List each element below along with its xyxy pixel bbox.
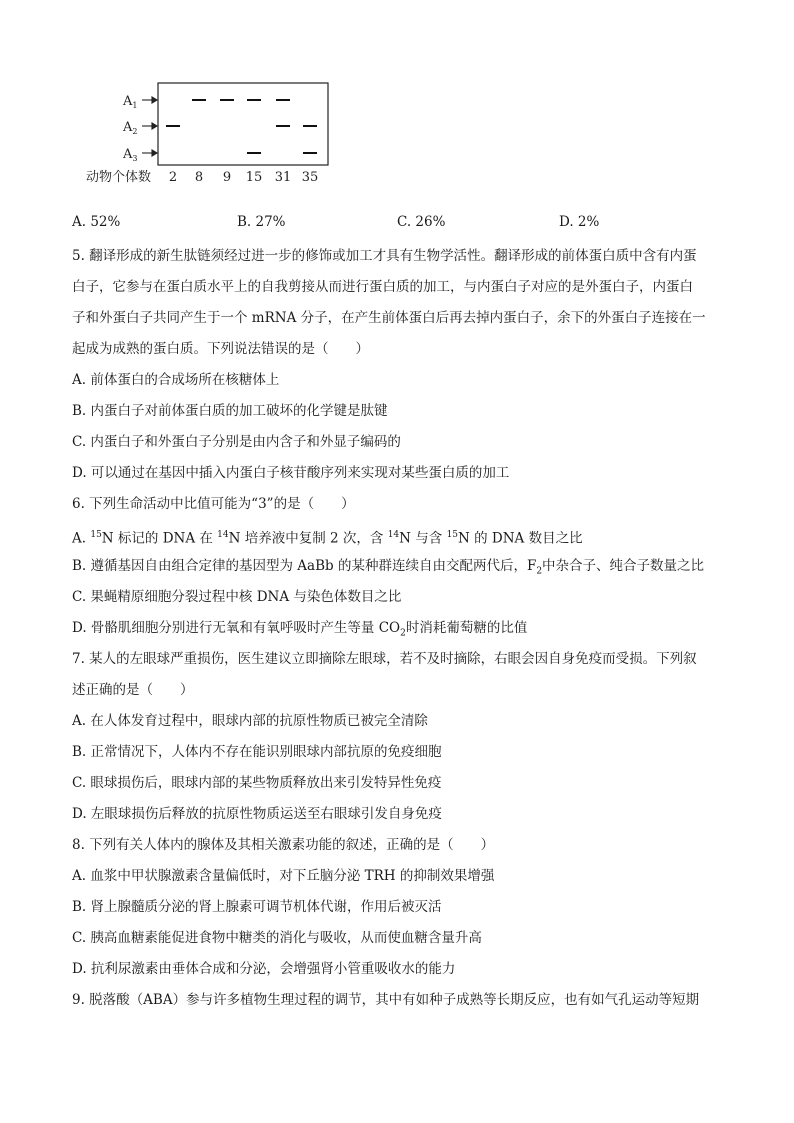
x-tick-label: 9 <box>222 170 232 185</box>
q5-stem-line-1: 5. 翻译形成的新生肽链须经过进一步的修饰或加工才具有生物学活性。翻译形成的前体蛋白质中含有内蛋 <box>72 248 697 264</box>
row-label-a2: $A_2$ <box>123 120 138 136</box>
row-label-a3: $A_3$ <box>123 147 138 163</box>
q4-option-b[interactable]: B. 27% <box>237 214 286 230</box>
q5-stem-line-2: 白子，它参与在蛋白质水平上的自我剪接从而进行蛋白质的加工，与内蛋白子对应的是外蛋白子，内蛋白 <box>72 279 693 295</box>
x-tick-label: 8 <box>194 170 204 185</box>
q9-stem-line-1: 9. 脱落酸（ABA）参与许多植物生理过程的调节，其中有如种子成熟等长期反应，也有如气孔运动等短期 <box>72 992 700 1008</box>
x-tick-label: 35 <box>301 170 319 185</box>
q5-option-b[interactable]: B. 内蛋白子对前体蛋白质的加工破坏的化学键是肽键 <box>72 403 388 419</box>
x-tick-label: 2 <box>168 170 178 185</box>
q4-option-a[interactable]: A. 52% <box>72 214 121 230</box>
gel-frame <box>158 83 328 165</box>
x-axis-label: 动物个体数 <box>86 170 152 185</box>
q7-option-c[interactable]: C. 眼球损伤后，眼球内部的某些物质释放出来引发特异性免疫 <box>72 775 442 791</box>
q4-option-d[interactable]: D. 2% <box>559 214 600 230</box>
q5-option-a[interactable]: A. 前体蛋白的合成场所在核糖体上 <box>72 372 280 388</box>
q5-stem-line-4: 起成为成熟的蛋白质。下列说法错误的是（ ） <box>72 341 369 357</box>
x-tick-label: 15 <box>245 170 263 185</box>
q7-stem-line-1: 7. 某人的左眼球严重损伤，医生建议立即摘除左眼球，若不及时摘除，右眼会因自身免疫而受损。下列叙 <box>72 651 697 667</box>
q8-option-b[interactable]: B. 肾上腺髓质分泌的肾上腺素可调节机体代谢，作用后被灭活 <box>72 899 442 915</box>
gel-bands <box>166 100 317 153</box>
q5-stem-line-3: 子和外蛋白子共同产生于一个 mRNA 分子，在产生前体蛋白后再去掉内蛋白子，余下的外蛋白子连接在一 <box>72 310 706 326</box>
q5-option-c[interactable]: C. 内蛋白子和外蛋白子分别是由内含子和外显子编码的 <box>72 434 401 450</box>
q7-option-a[interactable]: A. 在人体发育过程中，眼球内部的抗原性物质已被完全清除 <box>72 713 428 729</box>
x-tick-labels <box>169 170 318 185</box>
q5-option-d[interactable]: D. 可以通过在基因中插入内蛋白子核苷酸序列来实现对某些蛋白质的加工 <box>72 465 510 481</box>
q7-stem-line-2: 述正确的是（ ） <box>72 682 194 698</box>
q7-option-d[interactable]: D. 左眼球损伤后释放的抗原性物质运送至右眼球引发自身免疫 <box>72 806 442 822</box>
q6-option-a[interactable]: A. $^{15}$N 标记的 DNA 在 $^{14}$N 培养液中复制 2 次，含 $^{14}$N 与含 $^{15}$N 的 DNA 数目之比 <box>72 530 583 547</box>
q8-option-a[interactable]: A. 血浆中甲状腺激素含量偏低时，对下丘脑分泌 TRH 的抑制效果增强 <box>72 868 495 884</box>
q8-stem: 8. 下列有关人体内的腺体及其相关激素功能的叙述，正确的是（ ） <box>72 837 495 853</box>
q6-stem: 6. 下列生命活动中比值可能为“3”的是（ ） <box>72 496 355 512</box>
q7-option-b[interactable]: B. 正常情况下，人体内不存在能识别眼球内部抗原的免疫细胞 <box>72 744 442 760</box>
q8-option-c[interactable]: C. 胰高血糖素能促进食物中糖类的消化与吸收，从而使血糖含量升高 <box>72 930 482 946</box>
x-tick-label: 31 <box>274 170 292 185</box>
q4-option-c[interactable]: C. 26% <box>397 214 446 230</box>
q6-option-d[interactable]: D. 骨骼肌细胞分别进行无氧和有氧呼吸时产生等量 $CO_2$时消耗葡萄糖的比值 <box>72 620 528 639</box>
q4-options <box>72 214 742 234</box>
q8-option-d[interactable]: D. 抗利尿激素由垂体合成和分泌，会增强肾小管重吸收水的能力 <box>72 961 456 977</box>
row-label-a1: $A_1$ <box>123 94 138 110</box>
q6-option-c[interactable]: C. 果蝇精原细胞分裂过程中核 DNA 与染色体数目之比 <box>72 589 402 605</box>
q6-option-b[interactable]: B. 遵循基因自由组合定律的基因型为 AaBb 的某种群连续自由交配两代后，$F_2$中杂合子、纯合子数量之比 <box>72 558 705 577</box>
electrophoresis-diagram <box>86 78 348 188</box>
